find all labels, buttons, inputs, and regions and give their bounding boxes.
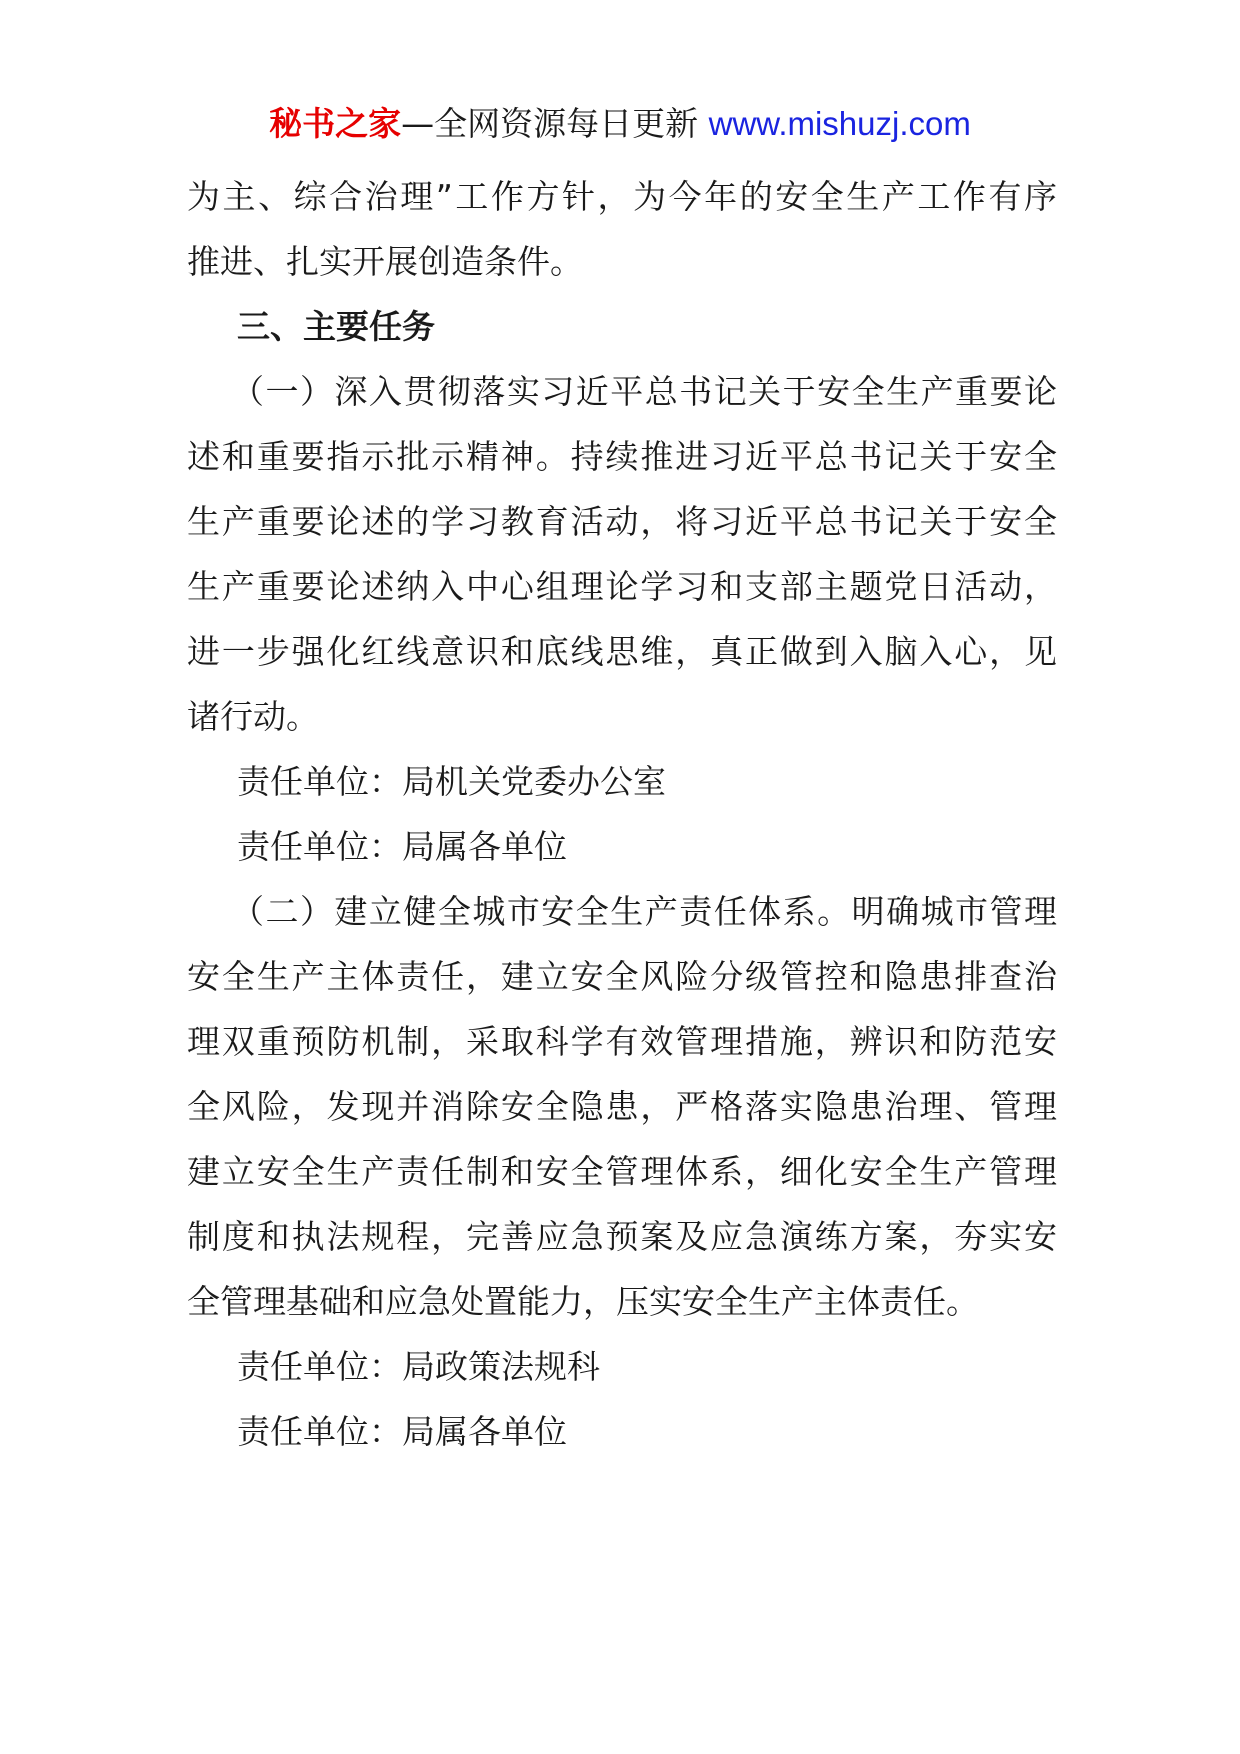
site-brand: 秘书之家 [269,104,402,143]
responsible-unit: 责任单位：局机关党委办公室 [237,762,666,801]
body-line: 诸行动。 [187,697,319,736]
body-line: 述和重要指示批示精神。持续推进习近平总书记关于安全 [187,437,1057,476]
body-line: （二）建立健全城市安全生产责任体系。明确城市管理 [231,892,1057,931]
body-line: 生产重要论述的学习教育活动，将习近平总书记关于安全 [187,502,1057,541]
site-tagline: —全网资源每日更新 [401,104,709,143]
body-line: 生产重要论述纳入中心组理论学习和支部主题党日活动， [187,567,1057,606]
body-line: 理双重预防机制，采取科学有效管理措施，辨识和防范安 [187,1022,1057,1061]
body-line: 制度和执法规程，完善应急预案及应急演练方案，夯实安 [187,1217,1057,1256]
responsible-unit: 责任单位：局属各单位 [237,1412,567,1451]
body-line: 安全生产主体责任，建立安全风险分级管控和隐患排查治 [187,957,1057,996]
section-heading: 三、主要任务 [237,307,435,346]
body-line: （一）深入贯彻落实习近平总书记关于安全生产重要论 [231,372,1057,411]
responsible-unit: 责任单位：局属各单位 [237,827,567,866]
site-url-link[interactable]: www.mishuzj.com [708,105,971,142]
body-line: 推进、扎实开展创造条件。 [187,242,583,281]
document-body [187,164,1057,1464]
body-line: 进一步强化红线意识和底线思维，真正做到入脑入心，见 [187,632,1057,671]
body-line: 全风险，发现并消除安全隐患，严格落实隐患治理、管理 [187,1087,1057,1126]
body-line: 为主、综合治理”工作方针，为今年的安全生产工作有序 [187,177,1057,216]
body-line: 建立安全生产责任制和安全管理体系，细化安全生产管理 [187,1152,1057,1191]
site-header [0,100,1240,148]
body-line: 全管理基础和应急处置能力，压实安全生产主体责任。 [187,1282,979,1321]
responsible-unit: 责任单位：局政策法规科 [237,1347,600,1386]
